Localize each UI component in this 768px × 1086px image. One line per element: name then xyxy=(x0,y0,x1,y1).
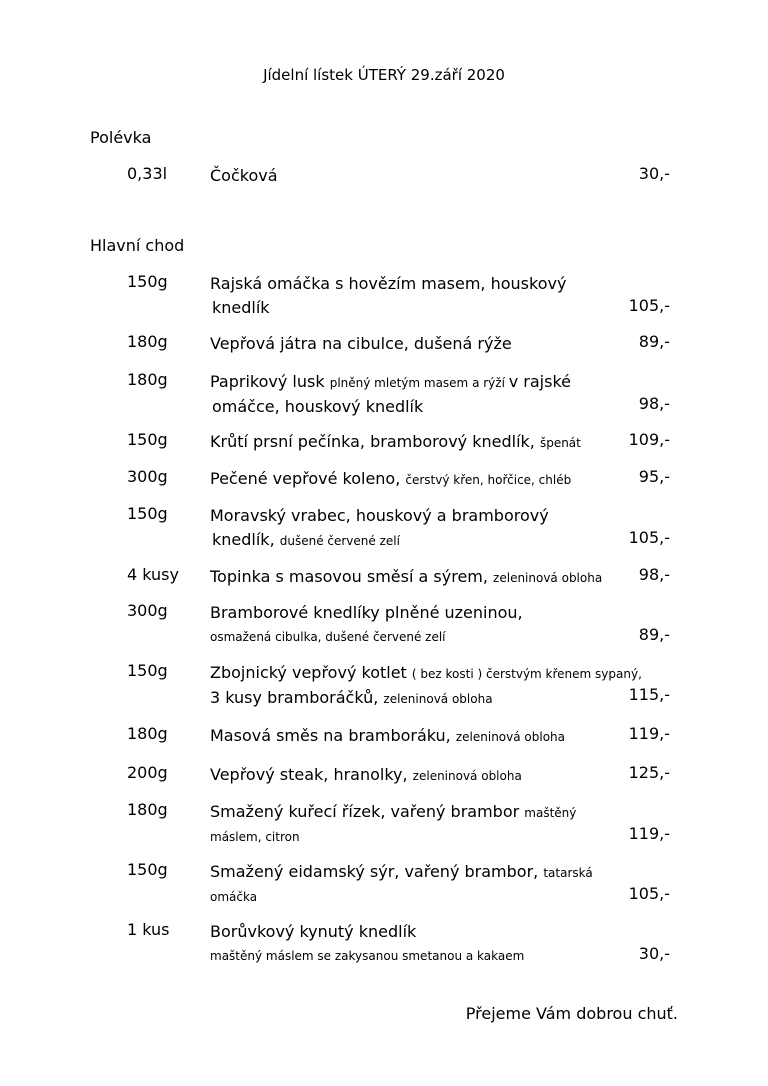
item-name-line1: Moravský vrabec, houskový a bramborový xyxy=(210,506,549,525)
item-quantity: 180g xyxy=(127,370,168,389)
item-name xyxy=(210,467,650,492)
closing-message: Přejeme Vám dobrou chuť. xyxy=(465,1004,678,1023)
item-quantity: 150g xyxy=(127,272,168,291)
item-name-line1: Borůvkový kynutý knedlík xyxy=(210,922,417,941)
item-name xyxy=(210,504,650,553)
item-name-main: Vepřový steak, hranolky, xyxy=(210,765,413,784)
item-name-main: Masová směs na bramboráku, xyxy=(210,726,456,745)
item-price: 30,- xyxy=(638,164,670,183)
section-heading-main: Hlavní chod xyxy=(90,236,185,255)
item-side-note: osmažená cibulka, dušené červené zelí xyxy=(210,630,446,644)
item-name xyxy=(210,565,650,590)
item-price: 98,- xyxy=(638,394,670,413)
item-quantity: 150g xyxy=(127,430,168,449)
item-side-note: špenát xyxy=(539,436,581,450)
item-name-line2: omáčce, houskový knedlík xyxy=(212,397,424,416)
item-name xyxy=(210,661,650,711)
item-name-line1-main: Smažený eidamský sýr, vařený brambor, xyxy=(210,862,544,881)
item-price: 119,- xyxy=(628,824,670,843)
item-quantity: 0,33l xyxy=(127,164,168,183)
item-quantity: 180g xyxy=(127,800,168,819)
item-name-main: Topinka s masovou směsí a sýrem, xyxy=(210,567,494,586)
item-name xyxy=(210,763,650,788)
item-side-note: ( bez kosti ) čerstvým křenem sypaný, xyxy=(411,667,642,681)
item-name xyxy=(210,272,650,320)
item-price: 125,- xyxy=(628,763,670,782)
item-quantity: 300g xyxy=(127,601,168,620)
item-name-line2-main: knedlík, xyxy=(212,530,280,549)
item-price: 98,- xyxy=(638,565,670,584)
item-quantity: 150g xyxy=(127,661,168,680)
item-quantity: 1 kus xyxy=(127,920,170,939)
item-side-note: zeleninová obloha xyxy=(455,730,566,744)
item-side-note: máslem, citron xyxy=(210,830,300,844)
item-name: Čočková xyxy=(210,166,278,185)
item-side-note: maštěný xyxy=(524,806,577,820)
item-side-note: maštěný máslem se zakysanou smetanou a kakaem xyxy=(210,949,525,963)
item-quantity: 300g xyxy=(127,467,168,486)
item-name xyxy=(210,724,650,749)
section-heading-soup: Polévka xyxy=(90,128,152,147)
item-name-main: Krůtí prsní pečínka, bramborový knedlík, xyxy=(210,432,540,451)
item-price: 30,- xyxy=(638,944,670,963)
item-name-line1: Rajská omáčka s hovězím masem, houskový xyxy=(210,274,567,293)
item-price: 89,- xyxy=(638,332,670,351)
menu-title: Jídelní lístek ÚTERÝ 29.září 2020 xyxy=(263,66,505,84)
item-quantity: 150g xyxy=(127,504,168,523)
item-price: 89,- xyxy=(638,625,670,644)
item-price: 105,- xyxy=(628,296,670,315)
item-name-line1-main2: v rajské xyxy=(508,372,571,391)
item-price: 119,- xyxy=(628,724,670,743)
item-side-note: zeleninová obloha xyxy=(383,692,493,706)
item-name xyxy=(210,860,650,909)
item-price: 105,- xyxy=(628,528,670,547)
item-price: 109,- xyxy=(628,430,670,449)
item-quantity: 200g xyxy=(127,763,168,782)
item-name-line2: knedlík xyxy=(212,298,270,317)
item-name-line1-main: Zbojnický vepřový kotlet xyxy=(210,663,412,682)
item-name: Vepřová játra na cibulce, dušená rýže xyxy=(210,334,512,353)
item-side-note: zeleninová obloha xyxy=(412,769,522,783)
item-name-line1: Bramborové knedlíky plněné uzeninou, xyxy=(210,603,523,622)
item-quantity: 180g xyxy=(127,724,168,743)
item-quantity: 150g xyxy=(127,860,168,879)
item-name-line2 xyxy=(210,528,650,553)
item-price: 115,- xyxy=(628,685,670,704)
item-name xyxy=(210,800,650,849)
item-name xyxy=(210,601,650,649)
item-side-note: omáčka xyxy=(210,890,258,904)
item-name-line2-main: 3 kusy bramboráčků, xyxy=(210,688,384,707)
item-quantity: 4 kusy xyxy=(127,565,179,584)
item-side-note: čerstvý křen, hořčice, chléb xyxy=(405,473,572,487)
item-quantity: 180g xyxy=(127,332,168,351)
item-side-note: tatarská xyxy=(543,866,593,880)
item-name-line1-main: Paprikový lusk xyxy=(210,372,330,391)
item-name-main: Pečené vepřové koleno, xyxy=(210,469,406,488)
item-side-note: zeleninová obloha xyxy=(493,571,603,585)
item-name xyxy=(210,920,650,968)
item-name xyxy=(210,430,650,455)
item-name xyxy=(210,370,650,419)
item-name-line1-main: Smažený kuřecí řízek, vařený brambor xyxy=(210,802,525,821)
item-price: 105,- xyxy=(628,884,670,903)
item-side-note: dušené červené zelí xyxy=(279,534,400,548)
item-name-line2 xyxy=(210,686,650,711)
item-side-note: plněný mletým masem a rýží xyxy=(329,376,509,390)
item-price: 95,- xyxy=(638,467,670,486)
